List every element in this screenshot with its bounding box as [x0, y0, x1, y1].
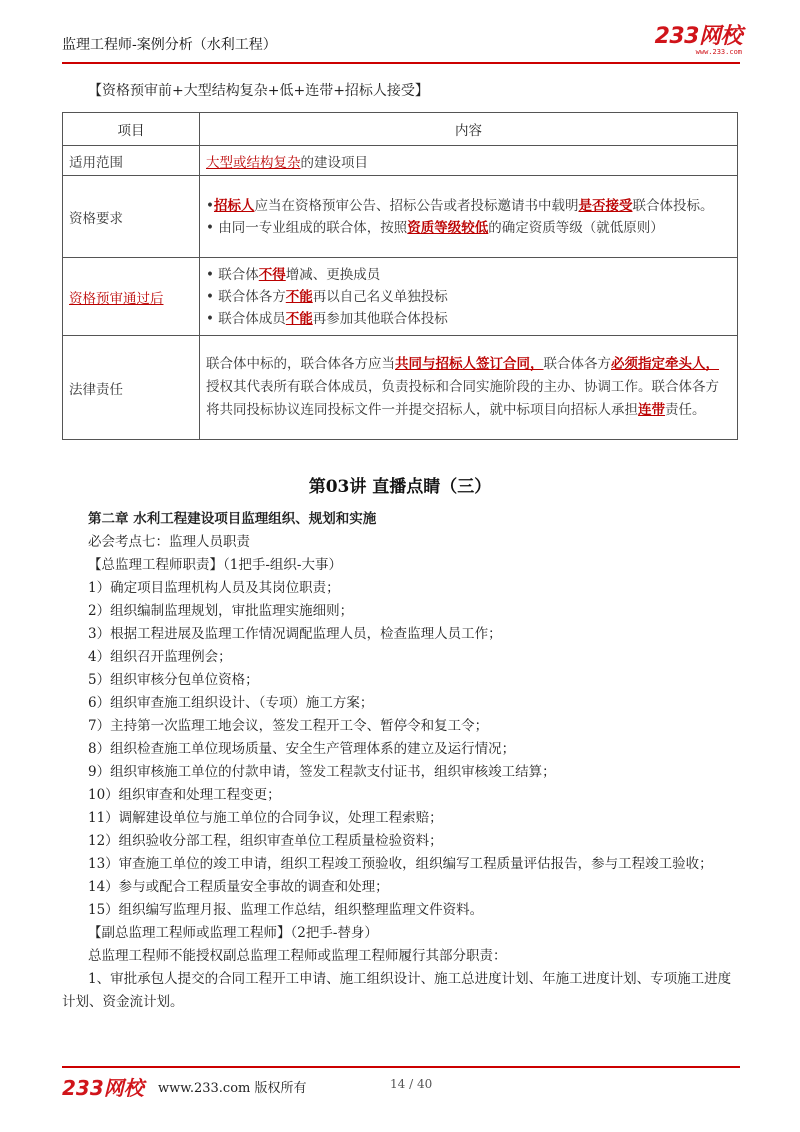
body-content — [62, 508, 738, 1014]
highlight-text: 是否接受 — [578, 197, 633, 214]
plain-text: 再参加其他联合体投标 — [312, 310, 448, 327]
deputy-heading: 【副总监理工程师或监理工程师】（2把手-替身） — [88, 925, 378, 941]
plain-text: 联合体各方 — [543, 356, 611, 372]
list-item: 1、审批承包人提交的合同工程开工申请、施工组织设计、施工总进度计划、年施工进度计划、专项施工进度计划、资金流计划。 — [62, 971, 732, 1010]
plain-text: • 联合体各方 — [206, 288, 286, 305]
list-item: 3）根据工程进展及监理工作情况调配监理人员，检查监理人员工作； — [88, 626, 502, 642]
bullet-line — [206, 217, 731, 239]
list-item: 12）组织验收分部工程，组织审查单位工程质量检验资料； — [88, 833, 443, 849]
footer-divider — [62, 1066, 740, 1068]
highlight-text: 必须指定牵头人， — [611, 356, 719, 372]
list-item: 14）参与或配合工程质量安全事故的调查和处理； — [88, 879, 389, 895]
logo-text: 233网校 — [654, 24, 742, 49]
plain-text: 联合体中标的，联合体各方应当 — [206, 356, 395, 372]
highlight-text: 共同与招标人签订合同， — [395, 356, 544, 372]
highlight-text: 资质等级较低 — [407, 219, 489, 236]
bullet-line — [206, 264, 731, 286]
joint-bid-table — [62, 112, 738, 440]
page-number: 14 / 40 — [390, 1077, 433, 1091]
section-tag: 【资格预审前+大型结构复杂+低+连带+招标人接受】 — [88, 83, 429, 99]
brand-logo — [655, 26, 742, 56]
highlight-text: 大型或结构复杂 — [206, 154, 301, 171]
row-content — [200, 336, 738, 440]
document-title: 监理工程师-案例分析（水利工程） — [62, 37, 277, 53]
list-item: 1）确定项目监理机构人员及其岗位职责； — [88, 580, 340, 596]
table-row — [63, 258, 738, 336]
table-row — [63, 336, 738, 440]
table-header-row — [63, 113, 738, 146]
highlight-text: 不得 — [258, 266, 286, 283]
row-label: 资格要求 — [63, 176, 200, 258]
chapter-heading: 第二章 水利工程建设项目监理组织、规划和实施 — [88, 511, 377, 527]
plain-text: 责任。 — [665, 402, 706, 418]
footer-logo: 233网校 — [62, 1076, 144, 1100]
list-item: 8）组织检查施工单位现场质量、安全生产管理体系的建立及运行情况； — [88, 741, 516, 757]
list-item: 6）组织审查施工组织设计、（专项）施工方案； — [88, 695, 374, 711]
header-divider — [62, 62, 740, 64]
bullet-line — [206, 286, 731, 308]
list-item: 11）调解建设单位与施工单位的合同争议，处理工程索赔； — [88, 810, 443, 826]
row-content — [200, 258, 738, 336]
plain-text: • 联合体成员 — [206, 310, 286, 327]
plain-text: 的确定资质等级（就低原则） — [488, 219, 664, 236]
point-heading: 必会考点七：监理人员职责 — [88, 534, 250, 550]
list-item: 13）审查施工单位的竣工申请，组织工程竣工预验收，组织编写工程质量评估报告，参与工程竣工验收； — [88, 856, 713, 872]
row-label — [63, 258, 200, 336]
bullet: • — [206, 197, 214, 214]
bullet-line — [206, 308, 731, 330]
plain-text: 增减、更换成员 — [285, 266, 381, 283]
row-content — [200, 146, 738, 176]
list-item: 5）组织审核分包单位资格； — [88, 672, 259, 688]
chief-heading: 【总监理工程师职责】（1把手-组织-大事） — [88, 557, 342, 573]
plain-text: 联合体投标。 — [632, 197, 714, 214]
table-row — [63, 176, 738, 258]
list-item: 15）组织编写监理月报、监理工作总结，组织整理监理文件资料。 — [88, 902, 484, 918]
list-item: 9）组织审核施工单位的付款申请，签发工程款支付证书，组织审核竣工结算； — [88, 764, 556, 780]
deputy-intro: 总监理工程师不能授权副总监理工程师或监理工程师履行其部分职责： — [88, 948, 507, 964]
list-item: 2）组织编制监理规划，审批监理实施细则； — [88, 603, 354, 619]
plain-text: 的建设项目 — [300, 154, 368, 171]
lecture-title: 第03讲 直播点睛（三） — [308, 477, 492, 497]
plain-text: 应当在资格预审公告、招标公告或者投标邀请书中载明 — [254, 197, 579, 214]
plain-text: • 联合体 — [206, 266, 259, 283]
table-row — [63, 146, 738, 176]
column-header-content: 内容 — [200, 113, 738, 146]
highlight-label: 资格预审通过后 — [69, 290, 164, 307]
copyright-text: www.233.com 版权所有 — [158, 1081, 307, 1096]
list-item: 7）主持第一次监理工地会议，签发工程开工令、暂停令和复工令； — [88, 718, 489, 734]
page-header — [62, 20, 740, 64]
logo-url: www.233.com — [695, 48, 742, 56]
plain-text: 授权其代表所有联合体成员，负责投标和合同实施阶段的主办、协调工作。联合体各方将共同投标协议连同投标文件一并提交招标人，就中标项目向招标人承担 — [206, 379, 719, 418]
row-label: 适用范围 — [63, 146, 200, 176]
highlight-text: 不能 — [285, 310, 313, 327]
highlight-text: 连带 — [638, 402, 665, 418]
list-item: 10）组织审查和处理工程变更； — [88, 787, 281, 803]
plain-text: 再以自己名义单独投标 — [312, 288, 448, 305]
row-label: 法律责任 — [63, 336, 200, 440]
page-footer — [62, 1072, 740, 1100]
row-content — [200, 176, 738, 258]
column-header-item: 项目 — [63, 113, 200, 146]
list-item: 4）组织召开监理例会； — [88, 649, 232, 665]
bullet-line — [206, 195, 731, 217]
highlight-text: 不能 — [285, 288, 313, 305]
highlight-text: 招标人 — [213, 197, 255, 214]
plain-text: • 由同一专业组成的联合体，按照 — [206, 219, 408, 236]
